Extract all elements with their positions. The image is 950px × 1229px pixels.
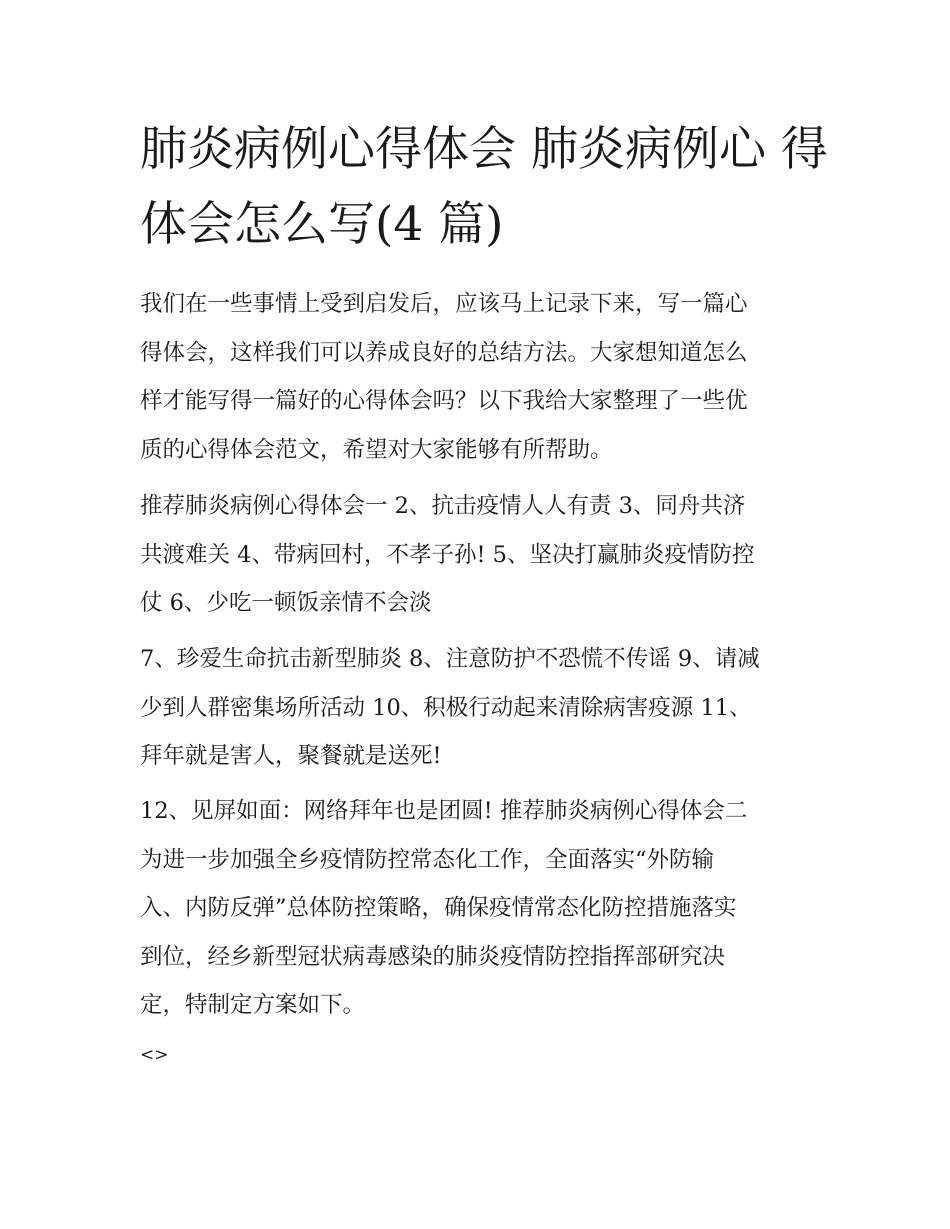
body-paragraph-2: 7、珍爱生命抗击新型肺炎 8、注意防护不恐慌不传谣 9、请减 少到人群密集场所活动 10、积极行动起来清除病害疫源 11、 拜年就是害人，聚餐就是送死! — [140, 646, 760, 770]
intro-paragraph: 我们在一些事情上受到启发后，应该马上记录下来，写一篇心 得体会，这样我们可以养成良好的总结方法。大家想知道怎么 样才能写得一篇好的心得体会吗？以下我给大家整理了一些优 质的心得体会范文，希望对大家能够有所帮助。 — [140, 291, 748, 463]
body-paragraph-1: 推荐肺炎病例心得体会一 2、抗击疫情人人有责 3、同舟共济 共渡难关 4、带病回村，不孝子孙! 5、坚决打赢肺炎疫情防控 仗 6、少吃一顿饭亲情不会淡 — [140, 493, 755, 617]
document-title: 肺炎病例心得体会 肺炎病例心 得体会怎么写(4 篇) — [140, 122, 828, 252]
end-marker: <> — [140, 1045, 169, 1065]
body-paragraph-3: 12、见屏如面：网络拜年也是团圆! 推荐肺炎病例心得体会二 为进一步加强全乡疫情防控常态化工作，全面落实“外防输 入、内防反弹”总体防控策略，确保疫情常态化防控措施落实 到位，经乡新型冠状病毒感染的肺炎疫情防控指挥部研究决 定，特制定方案如下。 — [140, 798, 748, 1019]
